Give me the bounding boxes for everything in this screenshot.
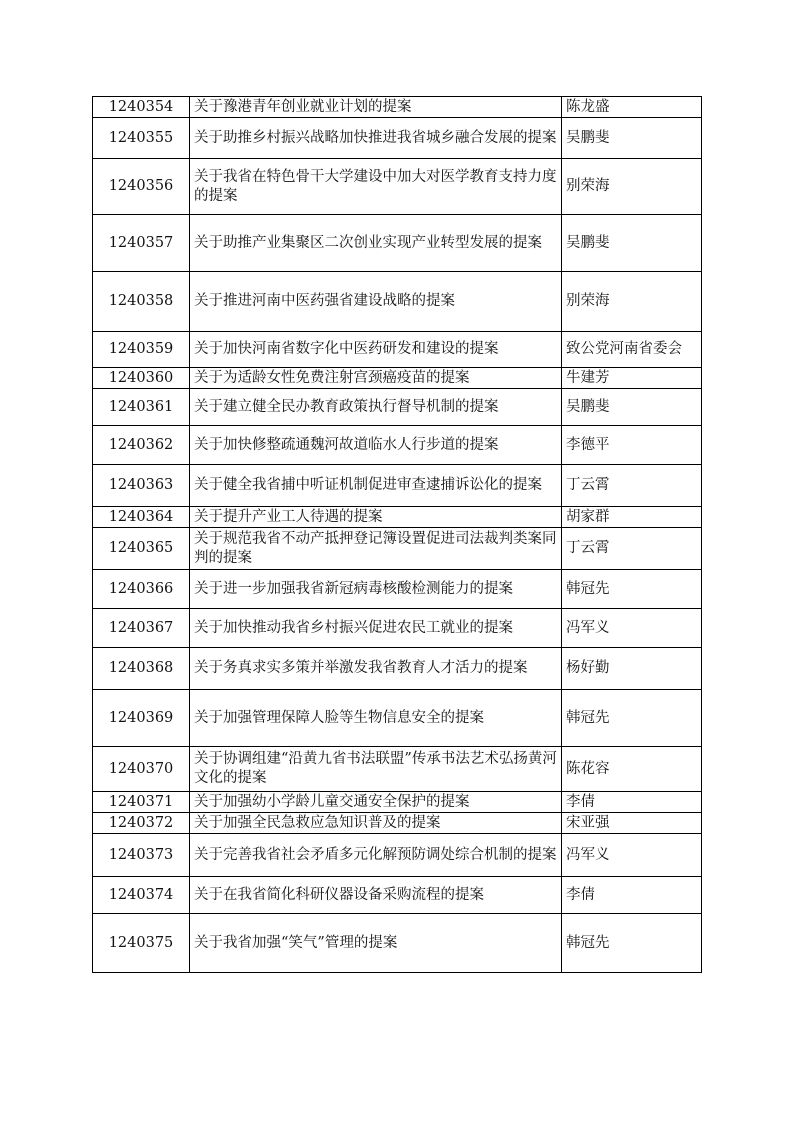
table-row: [93, 609, 702, 648]
proposal-title: 关于完善我省社会矛盾多元化解预防调处综合机制的提案: [190, 834, 562, 877]
table-row: [93, 332, 702, 368]
proposal-number: 1240355: [93, 118, 190, 159]
proposal-number: 1240356: [93, 159, 190, 215]
proposal-author: 宋亚强: [562, 813, 702, 834]
table-row: [93, 648, 702, 690]
proposal-author: 牛建芳: [562, 368, 702, 389]
proposal-number: 1240366: [93, 570, 190, 609]
proposal-author: 李德平: [562, 426, 702, 465]
proposal-number: 1240372: [93, 813, 190, 834]
proposal-title: 关于加强全民急救应急知识普及的提案: [190, 813, 562, 834]
proposal-number: 1240370: [93, 747, 190, 792]
table-row: [93, 570, 702, 609]
proposal-author: 胡家群: [562, 507, 702, 528]
proposal-author: 李倩: [562, 792, 702, 813]
proposal-author: 吴鹏斐: [562, 215, 702, 272]
proposal-author: 陈花容: [562, 747, 702, 792]
proposal-title: 关于加快河南省数字化中医药研发和建设的提案: [190, 332, 562, 368]
proposal-number: 1240375: [93, 914, 190, 973]
proposal-author: 李倩: [562, 877, 702, 914]
proposal-author: 陈龙盛: [562, 97, 702, 118]
table-row: [93, 118, 702, 159]
proposal-author: 别荣海: [562, 159, 702, 215]
proposal-title: 关于提升产业工人待遇的提案: [190, 507, 562, 528]
table-row: [93, 368, 702, 389]
proposal-title: 关于务真求实多策并举激发我省教育人才活力的提案: [190, 648, 562, 690]
proposal-author: 丁云霄: [562, 465, 702, 507]
proposal-number: 1240367: [93, 609, 190, 648]
table-row: [93, 215, 702, 272]
proposal-title: 关于我省在特色骨干大学建设中加大对医学教育支持力度的提案: [190, 159, 562, 215]
proposal-number: 1240354: [93, 97, 190, 118]
table-row: [93, 507, 702, 528]
proposal-author: 致公党河南省委会: [562, 332, 702, 368]
proposal-author: 冯军义: [562, 834, 702, 877]
proposal-author: 别荣海: [562, 272, 702, 332]
table-row: [93, 792, 702, 813]
proposal-author: 吴鹏斐: [562, 389, 702, 426]
proposal-number: 1240360: [93, 368, 190, 389]
proposal-number: 1240361: [93, 389, 190, 426]
proposal-author: 杨好勤: [562, 648, 702, 690]
proposal-title: 关于助推产业集聚区二次创业实现产业转型发展的提案: [190, 215, 562, 272]
table-row: [93, 877, 702, 914]
table-row: [93, 690, 702, 747]
proposal-title: 关于加强管理保障人脸等生物信息安全的提案: [190, 690, 562, 747]
table-row: [93, 159, 702, 215]
table-row: [93, 389, 702, 426]
proposal-title: 关于协调组建“沿黄九省书法联盟”传承书法艺术弘扬黄河文化的提案: [190, 747, 562, 792]
table-row: [93, 426, 702, 465]
proposal-author: 韩冠先: [562, 690, 702, 747]
proposal-author: 丁云霄: [562, 528, 702, 570]
proposal-number: 1240365: [93, 528, 190, 570]
table-row: [93, 914, 702, 973]
table-row: [93, 97, 702, 118]
proposal-title: 关于建立健全民办教育政策执行督导机制的提案: [190, 389, 562, 426]
table-row: [93, 528, 702, 570]
proposal-number: 1240363: [93, 465, 190, 507]
proposal-title: 关于加强幼小学龄儿童交通安全保护的提案: [190, 792, 562, 813]
proposal-title: 关于助推乡村振兴战略加快推进我省城乡融合发展的提案: [190, 118, 562, 159]
proposal-title: 关于豫港青年创业就业计划的提案: [190, 97, 562, 118]
proposal-number: 1240364: [93, 507, 190, 528]
proposal-number: 1240374: [93, 877, 190, 914]
proposal-table: [92, 96, 702, 973]
proposal-author: 吴鹏斐: [562, 118, 702, 159]
table-row: [93, 747, 702, 792]
proposal-author: 冯军义: [562, 609, 702, 648]
proposal-title: 关于推进河南中医药强省建设战略的提案: [190, 272, 562, 332]
proposal-number: 1240368: [93, 648, 190, 690]
proposal-title: 关于加快修整疏通魏河故道临水人行步道的提案: [190, 426, 562, 465]
proposal-title: 关于规范我省不动产抵押登记簿设置促进司法裁判类案同判的提案: [190, 528, 562, 570]
proposal-title: 关于为适龄女性免费注射宫颈癌疫苗的提案: [190, 368, 562, 389]
table-row: [93, 465, 702, 507]
proposal-number: 1240369: [93, 690, 190, 747]
proposal-number: 1240359: [93, 332, 190, 368]
proposal-author: 韩冠先: [562, 570, 702, 609]
proposal-title: 关于我省加强“笑气”管理的提案: [190, 914, 562, 973]
proposal-number: 1240358: [93, 272, 190, 332]
table-row: [93, 272, 702, 332]
proposal-number: 1240357: [93, 215, 190, 272]
proposal-title: 关于进一步加强我省新冠病毒核酸检测能力的提案: [190, 570, 562, 609]
proposal-title: 关于加快推动我省乡村振兴促进农民工就业的提案: [190, 609, 562, 648]
proposal-author: 韩冠先: [562, 914, 702, 973]
proposal-number: 1240373: [93, 834, 190, 877]
proposal-title: 关于在我省简化科研仪器设备采购流程的提案: [190, 877, 562, 914]
table-row: [93, 813, 702, 834]
proposal-number: 1240362: [93, 426, 190, 465]
table-row: [93, 834, 702, 877]
proposal-title: 关于健全我省捕中听证机制促进审查逮捕诉讼化的提案: [190, 465, 562, 507]
proposal-number: 1240371: [93, 792, 190, 813]
